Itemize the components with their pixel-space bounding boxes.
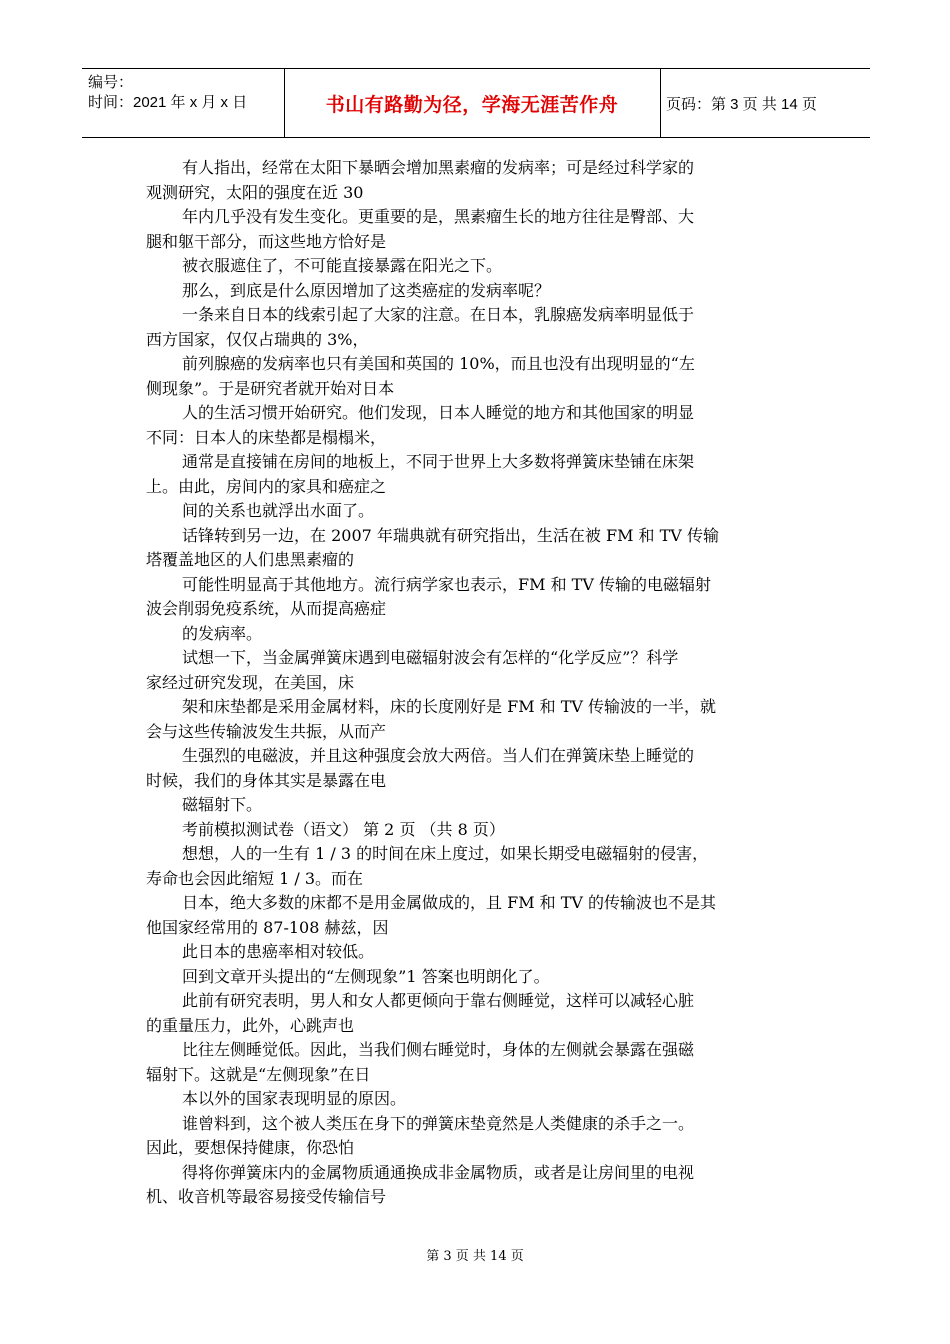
paragraph (146, 254, 806, 279)
paragraph (146, 1087, 806, 1112)
paragraph-line: 他国家经常用的 87-108 赫兹，因 (146, 917, 389, 937)
document-date-label: 时间：2021 年 x 月 x 日 (88, 94, 248, 111)
paragraph-line: 波会削弱免疫系统，从而提高癌症 (146, 599, 387, 618)
paragraph (146, 646, 806, 695)
paragraph-line: 磁辐射下。 (182, 795, 263, 814)
paragraph (146, 965, 806, 990)
paragraph (146, 1038, 806, 1087)
page-header (82, 68, 870, 138)
paragraph (146, 940, 806, 965)
paragraph (146, 352, 806, 401)
paragraph (146, 401, 806, 450)
paragraph-line: 架和床垫都是采用金属材料，床的长度刚好是 FM 和 TV 传输波的一半，就 (182, 697, 717, 716)
paragraph-line: 谁曾料到，这个被人类压在身下的弹簧床垫竟然是人类健康的杀手之一。 (182, 1113, 695, 1133)
paragraph-line: 被衣服遮住了，不可能直接暴露在阳光之下。 (182, 256, 503, 275)
paragraph-line: 比往左侧睡觉低。因此，当我们侧右睡觉时，身体的左侧就会暴露在强磁 (182, 1040, 695, 1059)
document-body (146, 156, 806, 1210)
paragraph (146, 205, 806, 254)
paragraph-line: 西方国家，仅仅占瑞典的 3%， (146, 329, 369, 349)
paragraph-line: 机、收音机等最容易接受传输信号 (146, 1187, 387, 1206)
paragraph (146, 156, 806, 205)
paragraph-line: 有人指出，经常在太阳下暴晒会增加黑素瘤的发病率；可是经过科学家的 (182, 158, 695, 177)
paragraph-line: 腿和躯干部分，而这些地方恰好是 (146, 231, 387, 251)
paragraph-line: 时候，我们的身体其实是暴露在电 (146, 770, 387, 790)
header-page-number: 页码：第 3 页 共 14 页 (666, 95, 817, 113)
header-divider (660, 69, 661, 137)
paragraph (146, 450, 806, 499)
paragraph-line: 通常是直接铺在房间的地板上，不同于世界上大多数将弹簧床垫铺在床架 (182, 452, 695, 471)
paragraph-line: 寿命也会因此缩短 1 / 3。而在 (146, 868, 364, 888)
paragraph-line: 塔覆盖地区的人们患黑素瘤的 (146, 550, 355, 569)
paragraph-line: 试想一下，当金属弹簧床遇到电磁辐射波会有怎样的“化学反应”？科学 (182, 648, 679, 667)
paragraph-line: 前列腺癌的发病率也只有美国和英国的 10%，而且也没有出现明显的“左 (182, 354, 695, 373)
paragraph (146, 744, 806, 793)
paragraph-line: 日本，绝大多数的床都不是用金属做成的，且 FM 和 TV 的传输波也不是其 (182, 893, 717, 912)
paragraph (146, 524, 806, 573)
paragraph-line: 年内几乎没有发生变化。更重要的是，黑素瘤生长的地方往往是臀部、大 (182, 207, 695, 226)
paragraph (146, 622, 806, 647)
paragraph-line: 一条来自日本的线索引起了大家的注意。在日本，乳腺癌发病率明显低于 (182, 305, 695, 324)
paragraph-line: 间的关系也就浮出水面了。 (182, 501, 375, 520)
paragraph-line: 生强烈的电磁波，并且这种强度会放大两倍。当人们在弹簧床垫上睡觉的 (182, 746, 695, 765)
paragraph (146, 891, 806, 940)
paragraph (146, 279, 806, 304)
paragraph-line: 想想，人的一生有 1 / 3 的时间在床上度过，如果长期受电磁辐射的侵害， (182, 844, 709, 863)
paragraph-line: 辐射下。这就是“左侧现象”在日 (146, 1064, 371, 1084)
paragraph-line: 侧现象”。于是研究者就开始对日本 (146, 378, 395, 398)
paragraph-line: 可能性明显高于其他地方。流行病学家也表示，FM 和 TV 传输的电磁辐射 (182, 574, 711, 594)
paragraph (146, 303, 806, 352)
paragraph-line: 考前模拟测试卷（语文） 第 2 页 （共 8 页） (182, 819, 505, 839)
paragraph (146, 793, 806, 818)
paragraph-line: 家经过研究发现，在美国，床 (146, 672, 355, 692)
paragraph-line: 的重量压力，此外，心跳声也 (146, 1015, 355, 1035)
paragraph (146, 989, 806, 1038)
paragraph (146, 695, 806, 744)
paragraph-line: 本以外的国家表现明显的原因。 (182, 1089, 407, 1108)
paragraph-line: 回到文章开头提出的“左侧现象”1 答案也明朗化了。 (182, 966, 550, 986)
paragraph (146, 1161, 806, 1210)
paragraph (146, 818, 806, 843)
paragraph-line: 此日本的患癌率相对较低。 (182, 942, 375, 961)
document-number-label: 编号： (88, 74, 134, 91)
paragraph (146, 499, 806, 524)
paragraph-line: 人的生活习惯开始研究。他们发现，日本人睡觉的地方和其他国家的明显 (182, 403, 695, 422)
paragraph-line: 观测研究，太阳的强度在近 30 (146, 182, 364, 202)
paragraph-line: 那么，到底是什么原因增加了这类癌症的发病率呢？ (182, 280, 551, 300)
paragraph-line: 此前有研究表明，男人和女人都更倾向于靠右侧睡觉，这样可以减轻心脏 (182, 991, 695, 1010)
page-footer: 第 3 页 共 14 页 (426, 1249, 524, 1264)
paragraph-line: 话锋转到另一边，在 2007 年瑞典就有研究指出，生活在被 FM 和 TV 传输 (182, 525, 719, 545)
header-motto: 书山有路勤为径，学海无涯苦作舟 (325, 93, 619, 116)
paragraph (146, 573, 806, 622)
header-info-cell (88, 73, 288, 113)
paragraph-line: 会与这些传输波发生共振，从而产 (146, 721, 387, 741)
paragraph-line: 上。由此，房间内的家具和癌症之 (146, 476, 387, 496)
paragraph-line: 的发病率。 (182, 623, 263, 643)
paragraph (146, 1112, 806, 1161)
paragraph-line: 因此，要想保持健康，你恐怕 (146, 1138, 355, 1157)
paragraph (146, 842, 806, 891)
paragraph-line: 不同：日本人的床垫都是榻榻米， (146, 427, 387, 447)
paragraph-line: 得将你弹簧床内的金属物质通通换成非金属物质，或者是让房间里的电视 (182, 1162, 695, 1182)
